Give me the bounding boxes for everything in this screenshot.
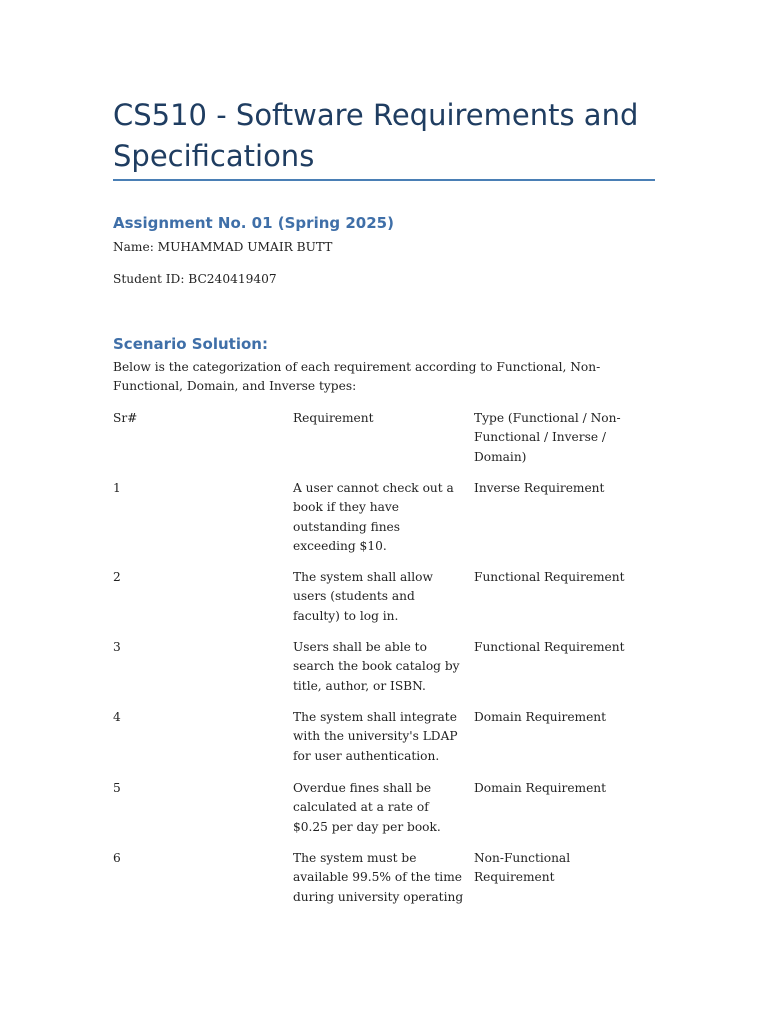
header-type: Type (Functional / Non-Functional / Inverse / Domain) <box>474 411 621 464</box>
title-underline <box>113 179 655 181</box>
row-requirement: Overdue fines shall be calculated at a rate of $0.25 per day per book. <box>293 781 441 834</box>
row-sr: 5 <box>113 781 121 795</box>
row-sr: 2 <box>113 570 121 584</box>
row-requirement: The system shall allow users (students and faculty) to log in. <box>293 570 433 623</box>
row-type: Functional Requirement <box>474 640 625 654</box>
student-id: Student ID: BC240419407 <box>113 272 277 286</box>
row-sr: 4 <box>113 710 121 724</box>
row-requirement: The system must be available 99.5% of the time during university operating <box>293 851 464 904</box>
header-requirement: Requirement <box>293 411 374 425</box>
row-requirement: Users shall be able to search the book catalog by title, author, or ISBN. <box>293 640 460 693</box>
row-type: Non-Functional Requirement <box>474 851 571 885</box>
row-requirement: A user cannot check out a book if they have outstanding fines exceeding $10. <box>293 481 454 553</box>
document-title: CS510 - Software Requirements and Specifications <box>113 98 639 173</box>
row-requirement: The system shall integrate with the university's LDAP for user authentication. <box>293 710 458 763</box>
header-sr: Sr# <box>113 411 138 425</box>
intro-paragraph: Below is the categorization of each requirement according to Functional, Non-Functional, Domain, and Inverse types: <box>113 360 601 393</box>
assignment-heading: Assignment No. 01 (Spring 2025) <box>113 214 394 232</box>
row-sr: 1 <box>113 481 121 495</box>
row-sr: 6 <box>113 851 121 865</box>
row-sr: 3 <box>113 640 121 654</box>
row-type: Domain Requirement <box>474 781 607 795</box>
row-type: Domain Requirement <box>474 710 607 724</box>
student-name: Name: MUHAMMAD UMAIR BUTT <box>113 240 333 254</box>
row-type: Inverse Requirement <box>474 481 605 495</box>
scenario-heading: Scenario Solution: <box>113 335 268 353</box>
row-type: Functional Requirement <box>474 570 625 584</box>
